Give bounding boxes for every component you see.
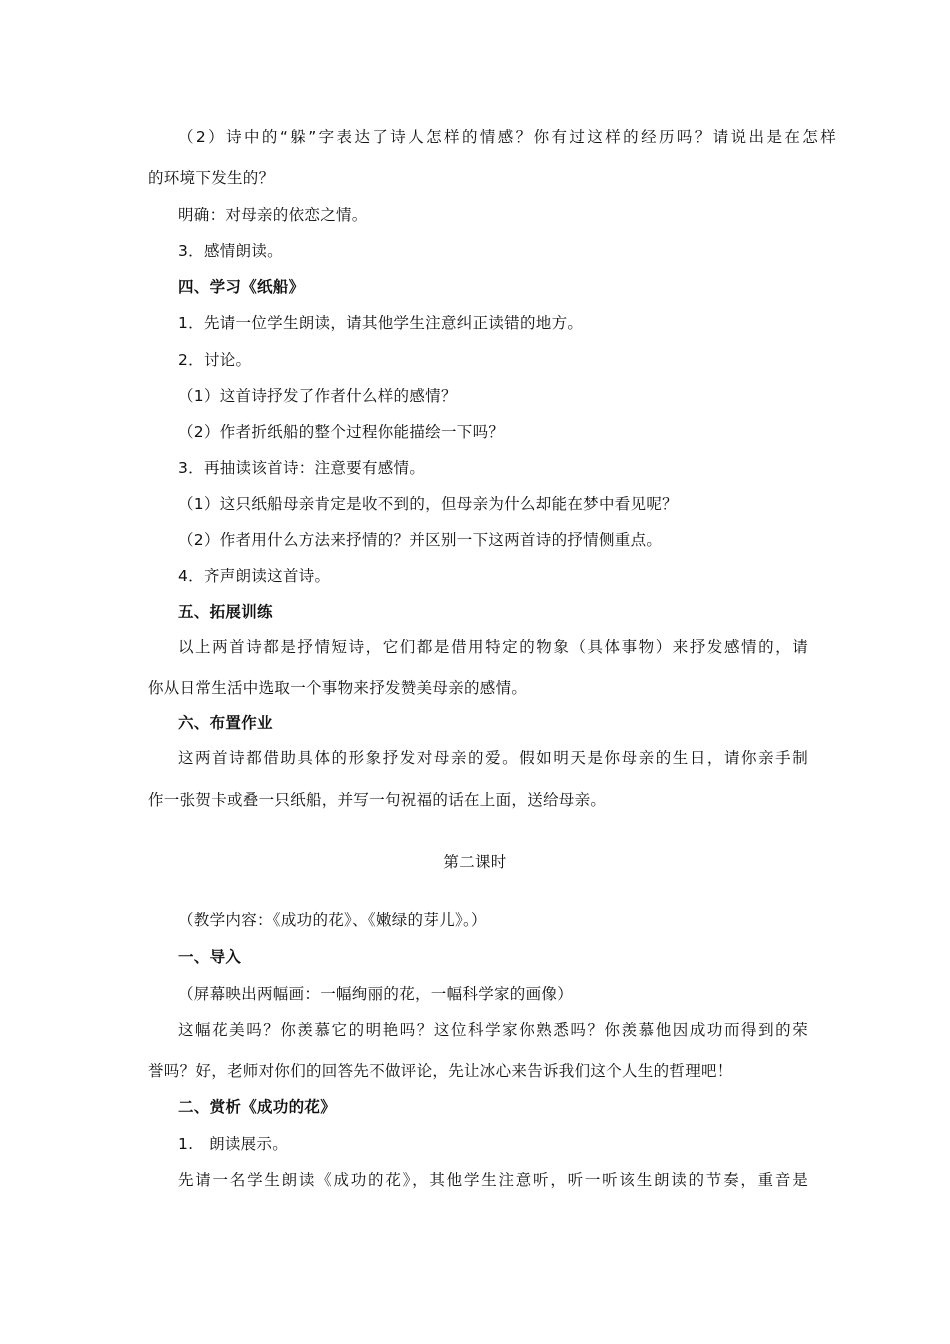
paragraph-line: （屏幕映出两幅画：一幅绚丽的花，一幅科学家的画像） [178,985,574,1003]
paragraph-line: 1．先请一位学生朗读，请其他学生注意纠正读错的地方。 [178,314,584,332]
paragraph-line: （1）这只纸船母亲肯定是收不到的，但母亲为什么却能在梦中看见呢？ [178,495,678,513]
paragraph-line: 以上两首诗都是抒情短诗，它们都是借用特定的物象（具体事物）来抒发感情的，请 [178,638,808,656]
paragraph-line: 3．感情朗读。 [178,242,283,260]
paragraph-line: （2）诗中的“躲”字表达了诗人怎样的情感？你有过这样的经历吗？请说出是在怎样 [178,128,836,146]
paragraph-line: 明确：对母亲的依恋之情。 [178,206,368,224]
paragraph-line: 这幅花美吗？你羡慕它的明艳吗？这位科学家你熟悉吗？你羡慕他因成功而得到的荣 [178,1021,808,1039]
paragraph-line: 1. 朗读展示。 [178,1135,289,1153]
section-heading: 五、拓展训练 [178,603,273,621]
paragraph-line: （2）作者用什么方法来抒情的？并区别一下这两首诗的抒情侧重点。 [178,531,663,549]
section-heading: 一、导入 [178,948,242,966]
paragraph-line: 这两首诗都借助具体的形象抒发对母亲的爱。假如明天是你母亲的生日，请你亲手制 [178,749,808,767]
paragraph-line: （1）这首诗抒发了作者什么样的感情？ [178,387,457,405]
section-heading: 四、学习《纸船》 [178,278,305,296]
paragraph-line: 2．讨论。 [178,351,252,369]
paragraph-line: （2）作者折纸船的整个过程你能描绘一下吗？ [178,423,505,441]
paragraph-line: 先请一名学生朗读《成功的花》，其他学生注意听，听一听该生朗读的节奏，重音是 [178,1171,808,1189]
paragraph-line: 誉吗？好，老师对你们的回答先不做评论，先让冰心来告诉我们这个人生的哲理吧！ [148,1062,733,1080]
paragraph-line: 3．再抽读该首诗：注意要有感情。 [178,459,426,477]
paragraph-line: 的环境下发生的？ [148,169,275,187]
lesson-title: 第二课时 [443,853,507,871]
section-heading: 六、布置作业 [178,714,273,732]
paragraph-line: （教学内容：《成功的花》、《嫩绿的芽儿》。） [178,911,487,929]
paragraph-line: 作一张贺卡或叠一只纸船，并写一句祝福的话在上面，送给母亲。 [148,791,607,809]
paragraph-line: 4．齐声朗读这首诗。 [178,567,331,585]
paragraph-line: 你从日常生活中选取一个事物来抒发赞美母亲的感情。 [148,679,528,697]
section-heading: 二、赏析《成功的花》 [178,1098,337,1116]
